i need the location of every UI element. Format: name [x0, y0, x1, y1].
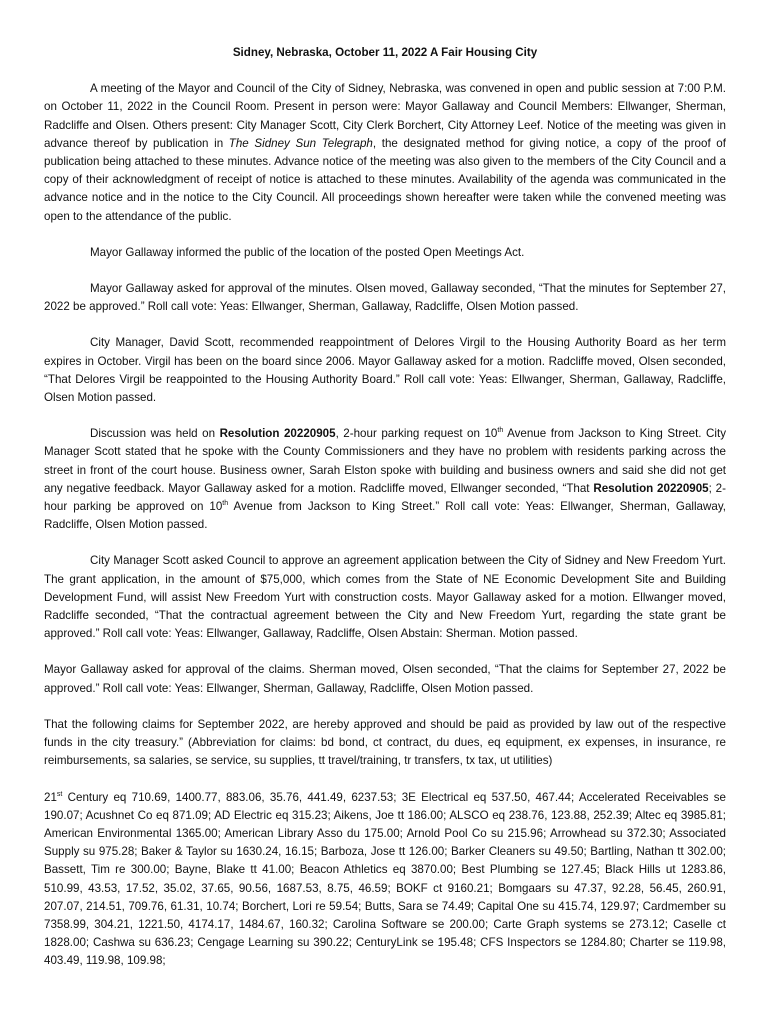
ordinal-suffix: th [497, 427, 504, 435]
text-run: Avenue from Jackson to King Street.” Roll call vote: Yeas: Ellwanger, Sherman, Gallaway, Radcliffe, Olsen Motion passed. [44, 500, 726, 532]
claims-approval-paragraph: Mayor Gallaway asked for approval of the claims. Sherman moved, Olsen seconded, “That the claims for September 27, 2022 be approved.” Roll call vote: Yeas: Ellwanger, Sherman, Gallaway, Radcliffe, Olsen Motion passed. [44, 663, 726, 695]
open-meetings-act-paragraph: Mayor Gallaway informed the public of the location of the posted Open Meetings Act. [90, 245, 525, 259]
newspaper-name: The Sidney Sun Telegraph [228, 136, 373, 150]
ordinal-suffix: th [222, 500, 229, 508]
text-run: , 2-hour parking request on 10 [335, 427, 498, 441]
housing-authority-paragraph: City Manager, David Scott, recommended reappointment of Delores Virgil to the Housing Authority Board as her term expires in October. Virgil has been on the board since 2006. Mayor Gallaway asked for a motion. Radcliffe moved, Olsen seconded, “That Delores Virgil be reappointed to the Housing Authority Board.” Roll call vote: Yeas: Ellwanger, Sherman, Gallaway, Radcliffe, Olsen Motion passed. [44, 336, 726, 405]
ordinal-suffix: st [56, 790, 63, 798]
text-run: Century eq 710.69, 1400.77, 883.06, 35.76, 441.49, 6237.53; 3E Electrical eq 537.50, 467.44; Accelerated Receivables se 190.07; Acushnet Co eq 871.09; AD Electric eq 315.23; Aikens, Joe tt 186.00; ALSCO eq 238.76, 123.88, 252.39; Altec eq 3985.81; American Environmental 1365.00; American Library Asso du 175.00; Arnold Pool Co su 215.96; Arrowhead su 372.30; Associated Supply su 975.28; Baker & Taylor su 1630.24, 16.15; Barboza, Jose tt 126.00; Barker Cleaners su 49.50; Bartling, Nathan tt 302.00; Bassett, Tim re 300.00; Bayne, Blake tt 41.00; Beacon Athletics eq 3870.00; Best Plumbing se 127.45; Black Hills ut 1283.86, 510.99, 43.53, 17.52, 35.02, 37.65, 90.56, 1687.53, 8.75, 46.59; BOKF ct 9160.21; Bomgaars su 47.37, 92.28, 56.45, 260.91, 207.07, 214.51, 709.76, 61.31, 10.74; Borchert, Lori re 59.54; Butts, Sara se 74.49; Capital One su 415.74, 129.97; Cardmember su 7358.99, 304.21, 1221.50, 4174.17, 1484.67, 160.32; Carolina Software se 200.00; Carte Graph systems se 273.12; Caselle ct 1828.00; Cashwa su 636.23; Cengage Learning su 390.22; CenturyLink se 195.48; CFS Inspectors se 1284.80; Charter se 119.98, 403.49, 119.98, 109.98; [44, 790, 726, 968]
text-run: ; 2-hour parking be approved on 10 [44, 481, 726, 514]
text-run: Avenue from Jackson to King Street. City Manager Scott stated that he spoke with the County Commissioners and they have no problem with residents parking across the street in front of the court house. Business owner, Sarah Elston spoke with building and business owners and said she did not get any negative feedback. Mayor Gallaway asked for a motion. Radcliffe moved, Ellwanger seconded, “That [44, 427, 727, 495]
parking-resolution-paragraph [44, 425, 726, 534]
text-run: A meeting of the Mayor and Council of the City of Sidney, Nebraska, was convened in open and public session at 7:00 P.M. on October 11, 2022 in the Council Room. Present in person were: Mayor Gallaway and Council Members: Ellwanger, Sherman, Radcliffe and Olsen. Others present: City Manager Scott, City Clerk Borchert, City Attorney Leef. Notice of the meeting was given in advance thereof by publication in [44, 82, 726, 150]
text-run: , the designated method for giving notice, a copy of the proof of publication being attached to these minutes. Advance notice of the meeting was also given to the members of the City Council and a copy of their acknowledgment of receipt of notice is attached to these minutes. Availability of the agenda was communicated in the advance notice and in the notice to the City Council. All proceedings shown hereafter were taken while the convened meeting was open to the attendance of the public. [44, 136, 726, 223]
document-title: Sidney, Nebraska, October 11, 2022 A Fair Housing City [232, 46, 538, 59]
grant-agreement-paragraph: City Manager Scott asked Council to approve an agreement application between the City of Sidney and New Freedom Yurt. The grant application, in the amount of $75,000, which comes from the State of NE Economic Development Site and Building Development Fund, will assist New Freedom Yurt with construction costs. Mayor Gallaway asked for a motion. Ellwanger moved, Radcliffe seconded, “That the contractual agreement between the City and New Freedom Yurt, regarding the state grant be approved.” Roll call vote: Yeas: Ellwanger, Gallaway, Radcliffe, Olsen Abstain: Sherman. Motion passed. [44, 554, 726, 641]
text-run: 21 [44, 790, 57, 804]
resolution-number: Resolution 20220905 [219, 427, 336, 441]
resolution-number: Resolution 20220905 [593, 481, 709, 495]
meeting-convened-paragraph [44, 80, 726, 226]
claims-abbreviations-paragraph: That the following claims for September 2022, are hereby approved and should be paid as provided by law out of the respective funds in the city treasury.” (Abbreviation for claims: bd bond, ct contract, du dues, eq equipment, ex expenses, in insurance, re reimbursements, sa salaries, se service, su supplies, tt travel/training, tr transfers, tx tax, ut utilities) [44, 717, 726, 768]
claims-list-paragraph [44, 789, 726, 971]
text-run: Discussion was held on [90, 427, 220, 441]
minutes-approval-paragraph: Mayor Gallaway asked for approval of the minutes. Olsen moved, Gallaway seconded, “That the minutes for September 27, 2022 be approved.” Roll call vote: Yeas: Ellwanger, Sherman, Gallaway, Radcliffe, Olsen Motion passed. [44, 282, 726, 314]
